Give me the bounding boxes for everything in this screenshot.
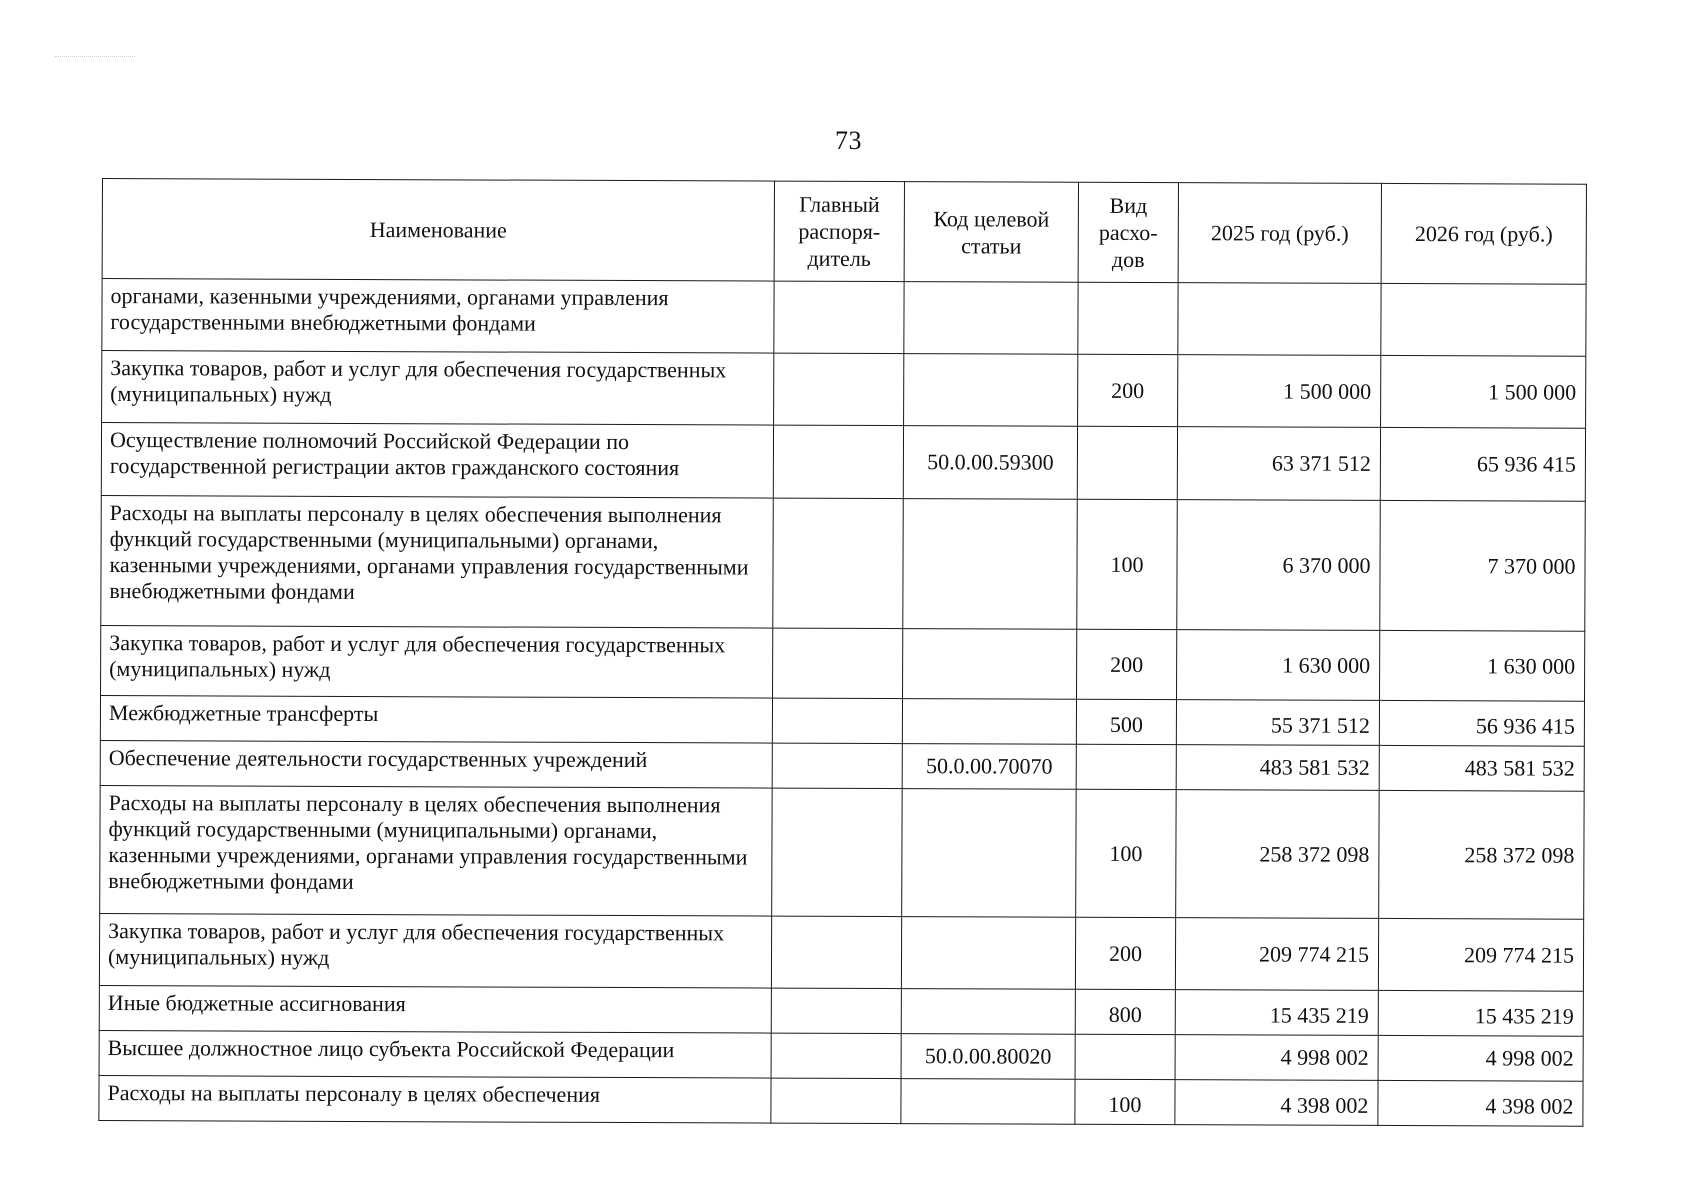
row-2025: 1 500 000	[1178, 355, 1381, 428]
row-name: Закупка товаров, работ и услуг для обеспечения государственных (муниципальных) нужд	[99, 913, 771, 988]
row-code	[901, 989, 1075, 1035]
row-2025: 209 774 215	[1175, 918, 1378, 991]
table-row	[101, 625, 1585, 701]
row-type: 100	[1076, 789, 1176, 917]
row-code: 50.0.00.80020	[901, 1034, 1075, 1080]
row-type: 200	[1078, 354, 1178, 426]
header-year-2026: 2026 год (руб.)	[1381, 183, 1586, 284]
header-name: Наименование	[102, 179, 774, 282]
row-admin	[774, 281, 904, 353]
row-admin	[772, 788, 902, 916]
table-row	[102, 279, 1586, 357]
row-name: органами, казенными учреждениями, органами управления государственными внебюджетными фондами	[102, 279, 774, 354]
row-admin	[773, 498, 903, 628]
row-2026: 258 372 098	[1379, 790, 1584, 919]
table-row	[99, 985, 1583, 1036]
header-target-code: Код целевой статьи	[904, 182, 1078, 283]
row-code	[904, 354, 1078, 427]
row-type: 100	[1077, 499, 1177, 629]
row-2025: 15 435 219	[1175, 990, 1378, 1036]
table-header-row	[102, 179, 1586, 285]
row-admin	[771, 1033, 901, 1078]
row-name: Расходы на выплаты персоналу в целях обеспечения выполнения функций государственными (муниципальными) органами, казенными учреждениями, органами управления государственными внебюджетными фондами	[100, 785, 772, 916]
row-2026: 209 774 215	[1378, 918, 1583, 991]
row-2026: 1 500 000	[1381, 355, 1586, 428]
header-expense-type: Вид расхо-дов	[1078, 182, 1178, 282]
row-code	[902, 789, 1076, 918]
row-name: Межбюджетные трансферты	[100, 695, 772, 743]
row-type	[1077, 426, 1177, 499]
row-admin	[773, 425, 903, 498]
row-admin	[773, 628, 903, 698]
row-2025: 483 581 532	[1176, 745, 1379, 791]
row-admin	[771, 916, 901, 988]
row-name: Закупка товаров, работ и услуг для обеспечения государственных (муниципальных) нужд	[101, 625, 773, 698]
row-2026: 1 630 000	[1380, 630, 1585, 701]
row-2026: 4 398 002	[1378, 1080, 1583, 1126]
row-name: Расходы на выплаты персоналу в целях обеспечения	[99, 1075, 771, 1123]
row-code	[901, 917, 1075, 990]
row-admin	[771, 1078, 901, 1123]
row-2026: 15 435 219	[1378, 990, 1583, 1036]
row-name: Осуществление полномочий Российской Федерации по государственной регистрации актов гражданского состояния	[101, 423, 773, 499]
row-code	[902, 699, 1076, 745]
row-code	[901, 1079, 1075, 1125]
row-2025: 4 398 002	[1175, 1080, 1378, 1126]
row-name: Иные бюджетные ассигнования	[99, 985, 771, 1033]
row-2026: 483 581 532	[1379, 745, 1584, 791]
header-admin: Главный распоря-дитель	[774, 181, 904, 281]
row-name: Закупка товаров, работ и услуг для обеспечения государственных (муниципальных) нужд	[102, 351, 774, 426]
table-row	[102, 351, 1586, 429]
row-2025	[1178, 283, 1381, 356]
row-2026: 65 936 415	[1380, 427, 1585, 501]
table-row	[100, 740, 1584, 791]
row-2025: 6 370 000	[1177, 500, 1380, 631]
row-type: 200	[1075, 917, 1175, 989]
row-2026	[1381, 283, 1586, 356]
row-type	[1075, 1034, 1175, 1079]
row-code: 50.0.00.59300	[903, 426, 1077, 500]
row-type	[1076, 744, 1176, 789]
table-row	[99, 913, 1583, 991]
row-name: Расходы на выплаты персоналу в целях обеспечения выполнения функций государственными (муниципальными) органами, казенными учреждениями, органами управления государственными внебюджетными фондами	[101, 495, 773, 628]
row-admin	[771, 988, 901, 1033]
budget-table	[98, 178, 1587, 1127]
row-2025: 55 371 512	[1176, 700, 1379, 746]
row-2026: 7 370 000	[1380, 500, 1585, 631]
table-row	[101, 495, 1585, 631]
row-admin	[772, 743, 902, 788]
scan-artifact	[55, 56, 135, 61]
row-name: Высшее должностное лицо субъекта Российской Федерации	[99, 1030, 771, 1078]
row-name: Обеспечение деятельности государственных учреждений	[100, 740, 772, 788]
table-row	[100, 785, 1584, 919]
row-code	[903, 499, 1077, 630]
table-row	[101, 423, 1585, 502]
row-2026: 56 936 415	[1379, 700, 1584, 746]
row-type: 500	[1076, 699, 1176, 744]
row-2026: 4 998 002	[1378, 1035, 1583, 1081]
row-type: 800	[1075, 989, 1175, 1034]
row-admin	[774, 353, 904, 425]
row-2025: 258 372 098	[1176, 790, 1379, 919]
row-admin	[772, 698, 902, 743]
row-2025: 4 998 002	[1175, 1035, 1378, 1081]
table-row	[99, 1030, 1583, 1081]
row-2025: 1 630 000	[1177, 630, 1380, 701]
row-type: 100	[1075, 1079, 1175, 1124]
row-code	[904, 282, 1078, 355]
row-2025: 63 371 512	[1177, 427, 1380, 501]
row-type	[1078, 282, 1178, 354]
row-code	[903, 629, 1077, 700]
row-code: 50.0.00.70070	[902, 744, 1076, 790]
header-year-2025: 2025 год (руб.)	[1178, 183, 1381, 284]
page-number: 73	[835, 126, 862, 155]
row-type: 200	[1077, 629, 1177, 699]
table-row	[99, 1075, 1583, 1126]
table-row	[100, 695, 1584, 746]
